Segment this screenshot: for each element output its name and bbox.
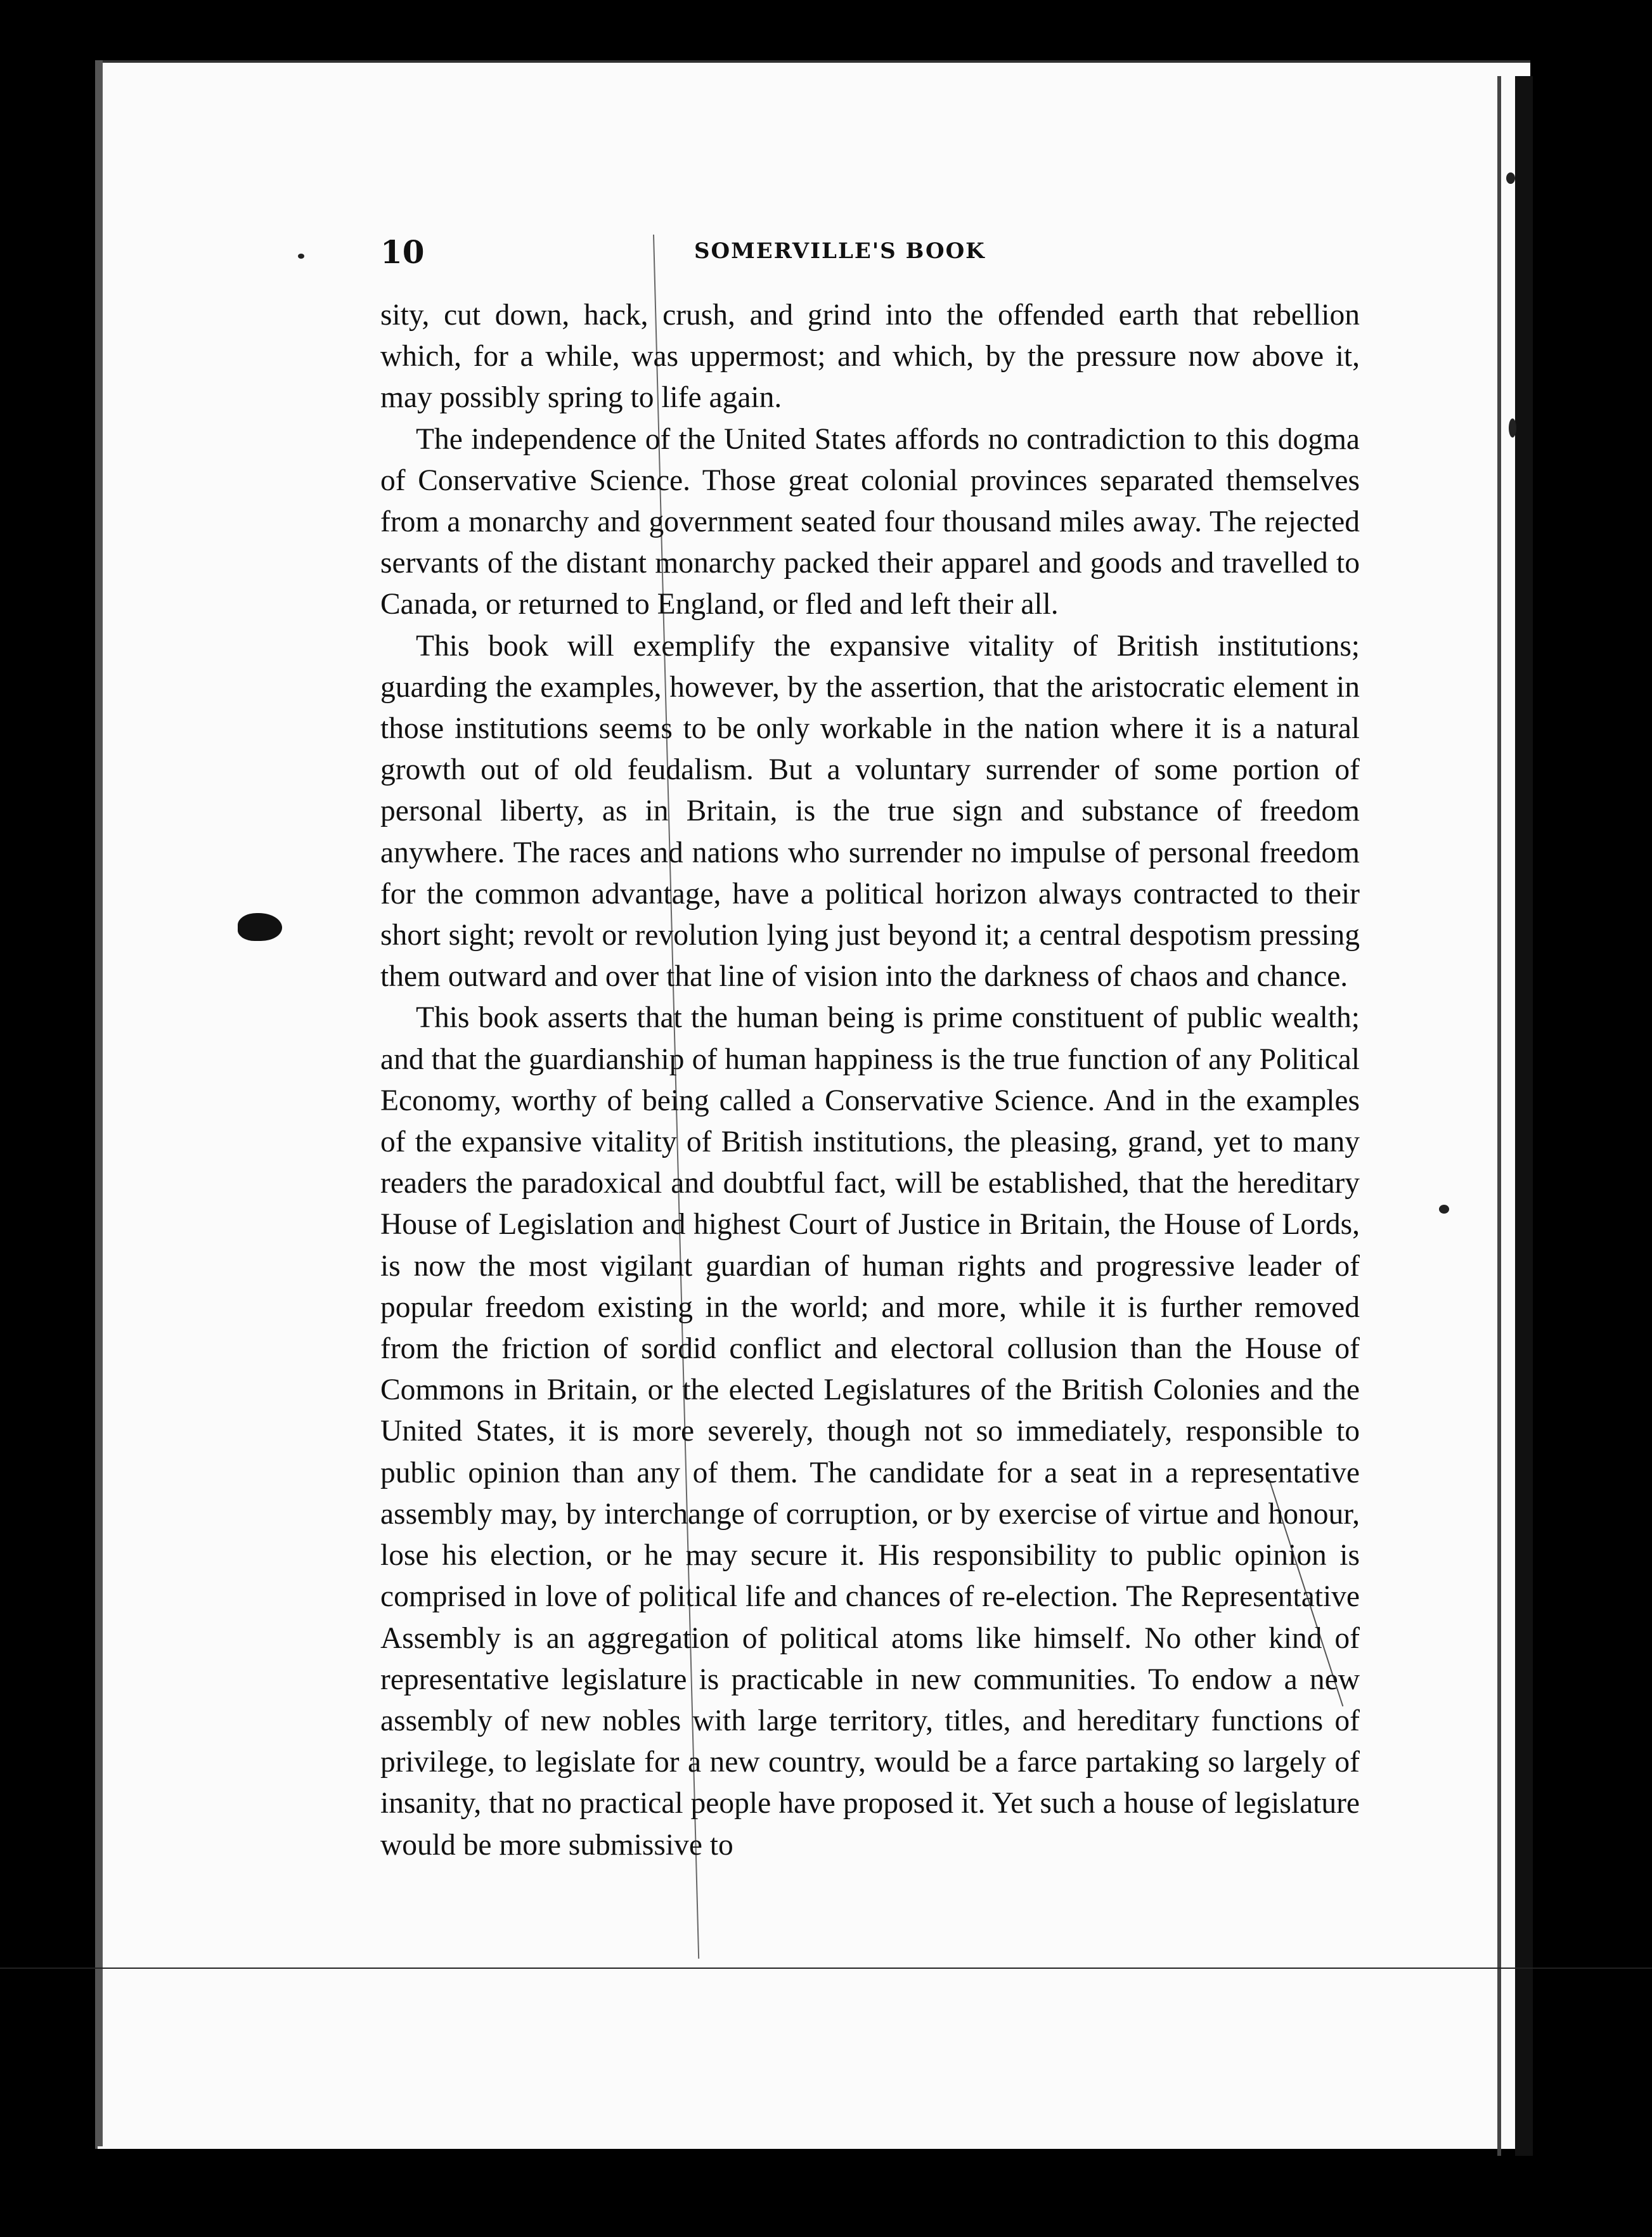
ink-blot <box>238 913 282 941</box>
paragraph: This book will exemplify the expansive vitality of British institutions; guarding the examples, however, by the assertion, that the aristocratic element in those institutions seems to be only workable in the nation where it is a natural growth out of old feudalism. But a voluntary surrender of some portion of personal liberty, as in Britain, is the true sign and substance of freedom anywhere. The races and nations who surrender no impulse of personal freedom for the common advantage, have a political horizon always contracted to their short sight; revolt or revolution lying just beyond it; a central despotism pressing them outward and over that line of vision into the darkness of chaos and chance. <box>380 629 1360 994</box>
speck <box>1506 172 1515 184</box>
right-page-edge <box>1515 76 1533 2156</box>
left-page-edge <box>95 60 103 2146</box>
running-head: SOMERVILLE'S BOOK <box>694 238 986 264</box>
scan-horizontal-line <box>0 1968 1652 1969</box>
speck <box>298 254 304 259</box>
paragraph: sity, cut down, hack, crush, and grind into the offended earth that rebellion which, for a while, was uppermost; and which, by the pressure now above it, may possibly spring to life again. <box>380 299 1360 415</box>
page-header <box>380 233 1344 278</box>
right-page-edge-inner <box>1497 76 1501 2156</box>
paragraph: The independence of the United States affords no contradiction to this dogma of Conservative Science. Those great colonial provinces separated themselves from a monarchy and government seated four thousand miles away. The rejected servants of the distant monarchy packed their apparel and goods and travelled to Canada, or returned to England, or fled and left their all. <box>380 422 1360 621</box>
page-number: 10 <box>380 233 425 271</box>
paragraph: This book asserts that the human being is prime constituent of public wealth; and that the guardianship of human happiness is the true function of any Political Economy, worthy of being called a Conservative Science. And in the examples of the expansive vitality of British institutions, the pleasing, grand, yet to many readers the paradoxical and doubtful fact, will be established, that the hereditary House of Legislation and highest Court of Justice in Britain, the House of Lords, is now the most vigilant guardian of human rights and progressive leader of popular freedom existing in the world; and more, while it is further removed from the friction of sordid conflict and electoral collusion than the House of Commons in Britain, or the elected Legislatures of the British Colonies and the United States, it is more severely, though not so immediately, responsible to public opinion than any of them. The candidate for a seat in a representative assembly may, by interchange of corruption, or by exercise of virtue and honour, lose his election, or he may secure it. His responsibility to public opinion is comprised in love of political life and chances of re-election. The Representative Assembly is an aggregation of political atoms like himself. No other kind of representative legislature is practicable in new communities. To endow a new assembly of new nobles with large territory, titles, and hereditary functions of privilege, to legislate for a new country, would be a farce partaking so largely of insanity, that no practical people have proposed it. Yet such a house of legislature would be more submissive to <box>380 1001 1360 1862</box>
speck <box>1439 1205 1449 1214</box>
body-text <box>380 295 1360 1866</box>
speck <box>1509 418 1516 438</box>
